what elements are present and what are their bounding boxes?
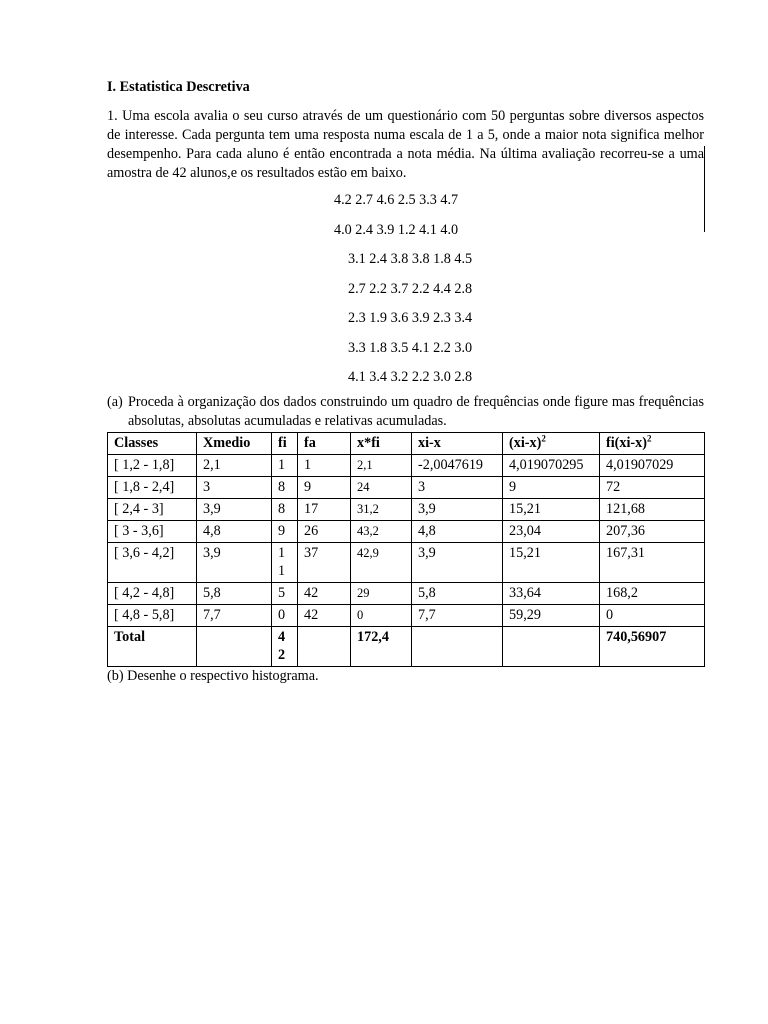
table-header	[503, 432, 600, 454]
table-cell: 4,8	[412, 520, 503, 542]
table-cell: 43,2	[351, 520, 412, 542]
table-cell: 15,21	[503, 498, 600, 520]
table-row	[108, 454, 705, 476]
data-line: 2.7 2.2 3.7 2.2 4.4 2.8	[348, 280, 473, 297]
table-header-row	[108, 432, 705, 454]
table-cell: 42	[298, 604, 351, 626]
table-cell: 1	[298, 454, 351, 476]
table-cell: 3	[412, 476, 503, 498]
table-cell: 167,31	[600, 542, 705, 582]
table-cell: 7,7	[412, 604, 503, 626]
table-cell: 0	[351, 604, 412, 626]
table-cell: [ 1,2 - 1,8]	[108, 454, 197, 476]
table-cell: 4,8	[197, 520, 272, 542]
table-cell	[503, 626, 600, 666]
table-cell: 740,56907	[600, 626, 705, 666]
header-text: fi(xi-x)	[606, 434, 647, 451]
data-line: 2.3 1.9 3.6 3.9 2.3 3.4	[348, 310, 473, 326]
table-cell: 4,01907029	[600, 454, 705, 476]
data-line: 3.3 1.8 3.5 4.1 2.2 3.0	[348, 339, 473, 356]
table-row	[108, 498, 705, 520]
table-cell: 5,8	[412, 582, 503, 604]
table-header: Classes	[108, 432, 197, 454]
table-cell: 31,2	[351, 498, 412, 520]
table-row	[108, 520, 705, 542]
table-cell: 207,36	[600, 520, 705, 542]
table-cell: 17	[298, 498, 351, 520]
table-cell: 5	[272, 582, 298, 604]
table-cell: 121,68	[600, 498, 705, 520]
table-total-row	[108, 626, 705, 666]
table-cell: -2,0047619	[412, 454, 503, 476]
table-cell: 42,9	[351, 542, 412, 582]
table-row	[108, 542, 705, 582]
question-b: (b) Desenhe o respectivo histograma.	[107, 667, 319, 684]
table-cell: 26	[298, 520, 351, 542]
table-cell: 59,29	[503, 604, 600, 626]
table-cell: 0	[600, 604, 705, 626]
table-cell: 15,21	[503, 542, 600, 582]
data-line: 4.2 2.7 4.6 2.5 3.3 4.7	[334, 192, 459, 208]
section-title: I. Estatistica Descretiva	[107, 79, 250, 95]
data-line: 4.1 3.4 3.2 2.2 3.0 2.8	[348, 369, 473, 385]
table-cell: [ 3,6 - 4,2]	[108, 542, 197, 582]
document-page	[107, 78, 704, 686]
table-row	[108, 582, 705, 604]
table-cell: 3,9	[412, 498, 503, 520]
table-cell: 0	[272, 604, 298, 626]
table-cell: [ 1,8 - 2,4]	[108, 476, 197, 498]
table-cell: 1	[272, 454, 298, 476]
table-row	[108, 604, 705, 626]
table-cell: 168,2	[600, 582, 705, 604]
table-cell: 9	[503, 476, 600, 498]
table-cell: 172,4	[351, 626, 412, 666]
table-cell: [ 4,2 - 4,8]	[108, 582, 197, 604]
table-cell: 24	[351, 476, 412, 498]
header-superscript: 2	[646, 432, 652, 443]
table-cell: [ 3 - 3,6]	[108, 520, 197, 542]
header-superscript: 2	[541, 432, 546, 443]
table-cell: 11	[272, 542, 298, 582]
table-cell: 2,1	[351, 454, 412, 476]
table-cell: 7,7	[197, 604, 272, 626]
table-cell	[298, 626, 351, 666]
question-a-text: Proceda à organização dos dados construindo um quadro de frequências onde figure mas frequências absolutas, absolutas acumuladas e relativas acumuladas.	[128, 393, 704, 429]
table-cell: 3,9	[197, 542, 272, 582]
table-cell: 33,64	[503, 582, 600, 604]
table-cell: 3	[197, 476, 272, 498]
table-cell: 9	[298, 476, 351, 498]
table-cell: 29	[351, 582, 412, 604]
table-header: Xmedio	[197, 432, 272, 454]
data-line: 4.0 2.4 3.9 1.2 4.1 4.0	[334, 221, 459, 238]
table-cell: 8	[272, 498, 298, 520]
table-cell	[412, 626, 503, 666]
table-row	[108, 476, 705, 498]
table-cell: 4,019070295	[503, 454, 600, 476]
frequency-table	[107, 432, 705, 667]
table-cell: [ 2,4 - 3]	[108, 498, 197, 520]
table-cell: 2,1	[197, 454, 272, 476]
table-header: fa	[298, 432, 351, 454]
table-header: x*fi	[351, 432, 412, 454]
data-line: 3.1 2.4 3.8 3.8 1.8 4.5	[348, 251, 473, 267]
table-cell: 42	[272, 626, 298, 666]
table-cell	[197, 626, 272, 666]
table-header	[600, 432, 705, 454]
table-cell: 42	[298, 582, 351, 604]
margin-vertical-line	[704, 146, 705, 232]
table-cell: 72	[600, 476, 705, 498]
table-header: xi-x	[412, 432, 503, 454]
table-header: fi	[272, 432, 298, 454]
table-cell: 8	[272, 476, 298, 498]
table-cell: Total	[108, 626, 197, 666]
table-cell: 37	[298, 542, 351, 582]
table-cell: [ 4,8 - 5,8]	[108, 604, 197, 626]
table-cell: 3,9	[197, 498, 272, 520]
question-a	[107, 393, 704, 431]
data-lines	[107, 186, 704, 393]
table-cell: 3,9	[412, 542, 503, 582]
table-cell: 9	[272, 520, 298, 542]
header-text: (xi-x)	[509, 434, 542, 451]
table-cell: 5,8	[197, 582, 272, 604]
question-a-label: (a)	[107, 393, 123, 410]
problem-intro: 1. Uma escola avalia o seu curso através de um questionário com 50 perguntas sobre diversos aspectos de interesse. Cada pergunta tem uma resposta numa escala de 1 a 5, onde a maior nota significa melhor desempenho. Para cada aluno é então encontrada a nota média. Na última avaliação recorreu-se a uma amostra de 42 alunos,e os resultados estão em baixo.	[107, 108, 704, 181]
table-cell: 23,04	[503, 520, 600, 542]
